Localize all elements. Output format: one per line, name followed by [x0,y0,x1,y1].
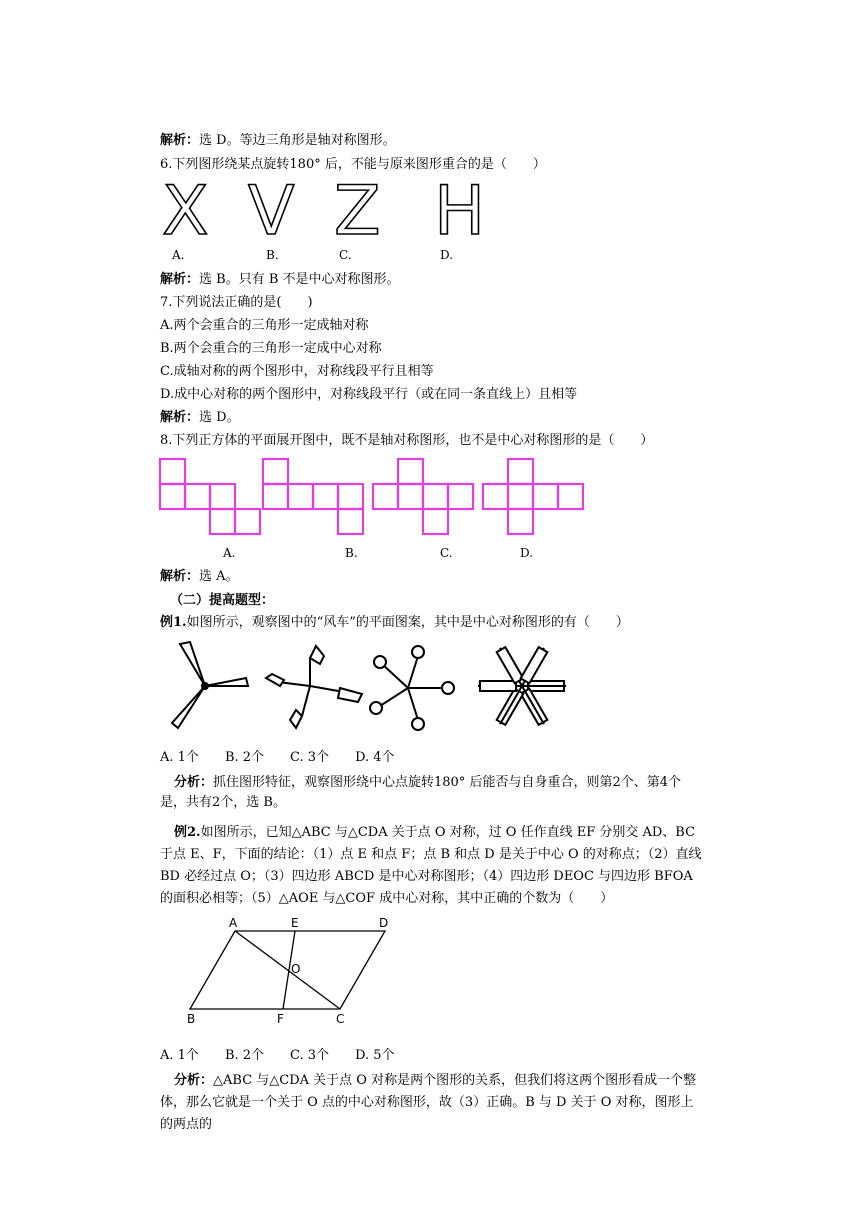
q7-option-c: C.成轴对称的两个图形中，对称线段平行且相等 [160,364,434,379]
q8-option-d: D. [520,546,534,560]
q8-analysis [160,567,239,587]
net-d [483,459,583,534]
letter-x: X [162,172,209,251]
analysis-text: △ABC 与△CDA 关于点 O 对称是两个图形的关系，但我们将这两个图形看成一个整体，那么它就是一个关于 O 点的中心对称图形，故（3）正确。B 与 D 关于 O 对称，图形上的两点的 [160,1073,697,1132]
point-d: D [379,916,389,930]
analysis-text: 选 D。等边三角形是轴对称图形。 [199,133,396,148]
analysis-text: 抓住图形特征，观察图形绕中心点旋转180° 后能否与自身重合，则第2个、第4个是，共有2个，选 B。 [160,775,682,810]
point-a: A [229,916,238,930]
example-text: 如图所示，已知△ABC 与△CDA 关于点 O 对称，过 O 任作直线 EF 分别交 AD、BC 于点 E、F，下面的结论：（1）点 E 和点 F；点 B 和点 D 是关于中心 O 的对称点；（2）直线 BD 必经过点 O；（3）四边形 ABCD 是中心对称图形；（4）四边形 DEOC 与四边形 BFOA 的面积必相等；（5）△AOE 与△COF 成中心对称，其中正确的个数为（ ） [160,825,702,906]
windmill-1 [172,642,248,728]
q6-option-d: D. [440,248,454,262]
q7-option-a: A.两个会重合的三角形一定成轴对称 [160,318,369,333]
point-f: F [277,1012,284,1026]
point-o: O [291,962,301,976]
q8-option-b: B. [345,546,358,560]
ex2-option-c: C. 3个 [290,1048,330,1063]
windmill-2 [266,646,362,728]
q7-question: 7.下列说法正确的是( ) [160,295,313,310]
ex2-parallelogram-diagram [185,915,400,1027]
example-label: 例2. [174,825,201,840]
example-label: 例1. [160,615,187,630]
net-c [373,459,473,534]
q7-analysis [160,408,240,428]
q7-option-d: D.成中心对称的两个图形中，对称线段平行（或在同一条直线上）且相等 [160,387,578,402]
q8-option-c: C. [440,546,453,560]
analysis-text: 选 B。只有 B 不是中心对称图形。 [199,272,400,287]
letter-z: Z [334,172,381,251]
section-title: （二）提高题型： [170,593,275,608]
analysis-label: 解析： [160,410,200,425]
ex2-analysis [160,1070,702,1136]
letter-v: V [248,172,295,251]
q6-analysis [160,270,400,290]
q6-letter-figures [150,172,486,251]
ex1-windmill-figures [160,638,580,734]
example-text: 如图所示，观察图中的“风车”的平面图案，其中是中心对称图形的有（ ） [186,615,629,630]
analysis-label: 解析： [160,133,200,148]
ex2-options [160,1046,395,1066]
analysis-label: 解析： [160,272,200,287]
ex2-question [160,822,702,910]
q6-option-a: A. [172,248,185,262]
ex1-options [160,748,395,768]
ex2-option-a: A. 1个 [160,1048,199,1063]
ex1-question [160,613,629,633]
q8-option-a: A. [223,546,236,560]
q8-cube-nets [155,454,595,538]
analysis-label: 分析： [174,775,214,790]
q7-option-b: B.两个会重合的三角形一定成中心对称 [160,341,382,356]
ex1-option-d: D. 4个 [355,750,395,765]
ex1-option-c: C. 3个 [290,750,330,765]
net-b [263,459,363,534]
analysis-text: 选 D。 [199,410,240,425]
windmill-4 [478,645,566,726]
ex1-analysis [160,773,702,813]
analysis-label: 分析： [174,1073,214,1088]
q6-question: 6.下列图形绕某点旋转180° 后，不能与原来图形重合的是（ ） [160,157,546,172]
net-a [160,459,260,534]
q5-analysis [160,131,396,151]
analysis-label: 解析： [160,569,200,584]
point-c: C [336,1012,345,1026]
ex2-option-d: D. 5个 [355,1048,395,1063]
windmill-3 [370,646,454,730]
ex1-option-a: A. 1个 [160,750,199,765]
point-b: B [187,1012,196,1026]
ex1-option-b: B. 2个 [224,750,265,765]
q6-option-c: C. [339,248,352,262]
q8-question: 8.下列正方体的平面展开图中，既不是轴对称图形，也不是中心对称图形的是（ ） [160,433,654,448]
q6-option-b: B. [266,248,279,262]
ex2-option-b: B. 2个 [224,1048,265,1063]
point-e: E [291,916,299,930]
letter-h: H [434,172,486,251]
analysis-text: 选 A。 [199,569,239,584]
diagonal-ac [235,931,340,1009]
